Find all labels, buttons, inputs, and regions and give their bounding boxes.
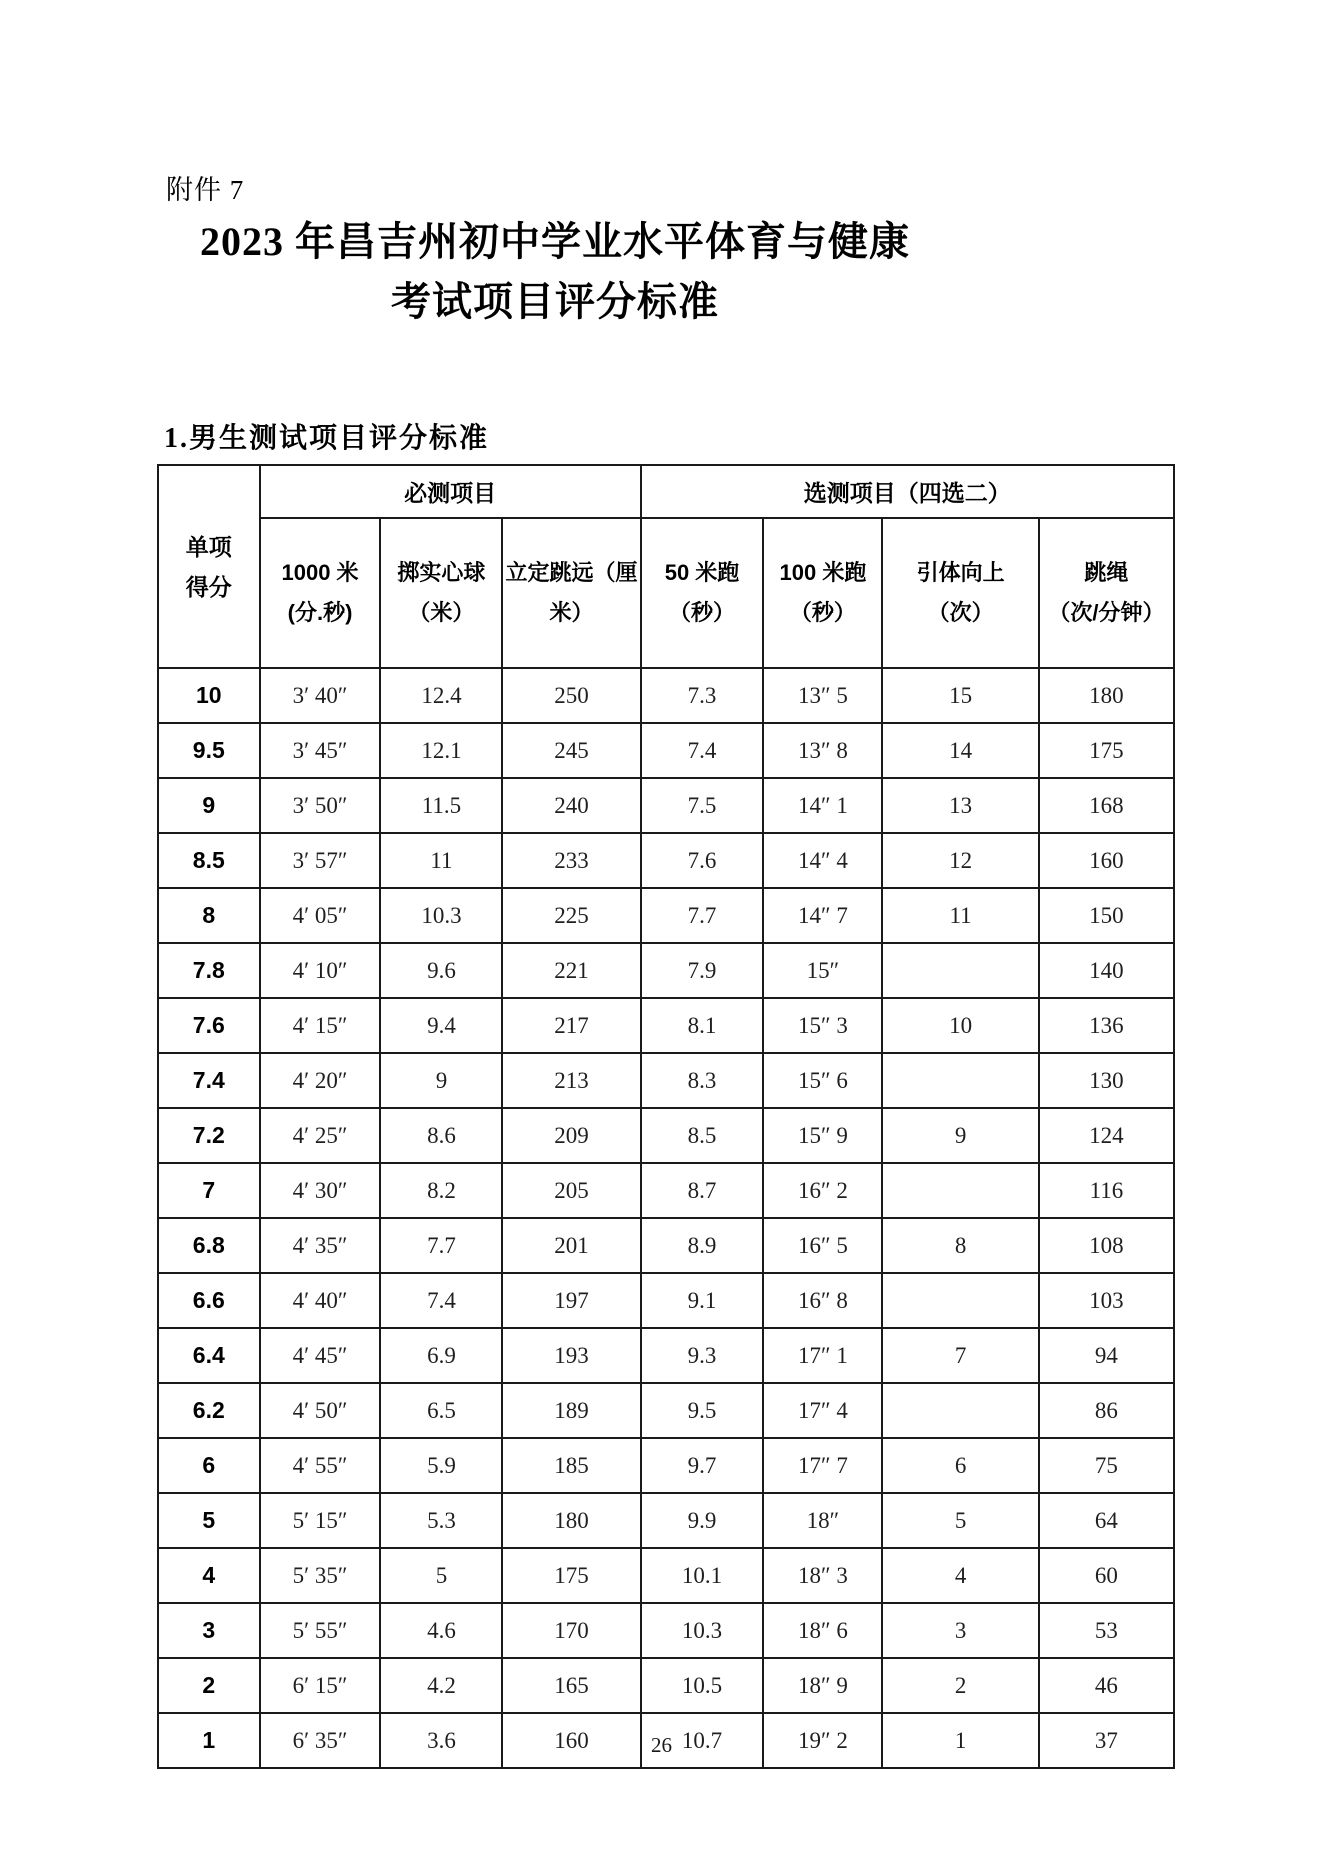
value-cell: 9.1: [641, 1273, 764, 1328]
value-cell: 8.6: [380, 1108, 502, 1163]
value-cell: 175: [1039, 723, 1174, 778]
value-cell: 16″ 5: [763, 1218, 882, 1273]
table-row: [158, 1658, 1174, 1713]
column-header-line-1: 立定跳远（厘: [505, 560, 638, 585]
value-cell: 4′ 40″: [260, 1273, 381, 1328]
value-cell: 3: [882, 1603, 1038, 1658]
value-cell: 3′ 50″: [260, 778, 381, 833]
column-header-5: [882, 518, 1038, 668]
value-cell: 4′ 20″: [260, 1053, 381, 1108]
score-cell: 6: [158, 1438, 260, 1493]
value-cell: 193: [502, 1328, 640, 1383]
value-cell: 1: [882, 1713, 1038, 1768]
value-cell: 13: [882, 778, 1038, 833]
value-cell: 8.7: [641, 1163, 764, 1218]
table-row: [158, 778, 1174, 833]
value-cell: 94: [1039, 1328, 1174, 1383]
value-cell: 18″ 6: [763, 1603, 882, 1658]
score-cell: 5: [158, 1493, 260, 1548]
score-cell: 7: [158, 1163, 260, 1218]
value-cell: 6′ 35″: [260, 1713, 381, 1768]
value-cell: 8.2: [380, 1163, 502, 1218]
column-header-line-2: （秒）: [789, 600, 856, 625]
value-cell: 4: [882, 1548, 1038, 1603]
value-cell: 15: [882, 668, 1038, 723]
value-cell: 17″ 7: [763, 1438, 882, 1493]
document-title: [130, 212, 980, 332]
value-cell: 7.6: [641, 833, 764, 888]
value-cell: 53: [1039, 1603, 1174, 1658]
value-cell: [882, 1383, 1038, 1438]
value-cell: 12: [882, 833, 1038, 888]
value-cell: 14: [882, 723, 1038, 778]
score-cell: 7.6: [158, 998, 260, 1053]
value-cell: 217: [502, 998, 640, 1053]
score-cell: 7.8: [158, 943, 260, 998]
value-cell: 213: [502, 1053, 640, 1108]
value-cell: 4.6: [380, 1603, 502, 1658]
value-cell: 209: [502, 1108, 640, 1163]
value-cell: 15″ 3: [763, 998, 882, 1053]
corner-header-line-1: 单项: [185, 533, 232, 560]
value-cell: 6.5: [380, 1383, 502, 1438]
value-cell: 4′ 05″: [260, 888, 381, 943]
value-cell: [882, 1163, 1038, 1218]
table-row: [158, 1218, 1174, 1273]
value-cell: 18″ 9: [763, 1658, 882, 1713]
score-cell: 9.5: [158, 723, 260, 778]
value-cell: 86: [1039, 1383, 1174, 1438]
column-header-6: [1039, 518, 1174, 668]
column-header-line-2: （次/分钟）: [1048, 600, 1165, 625]
score-cell: 6.2: [158, 1383, 260, 1438]
score-cell: 8: [158, 888, 260, 943]
column-header-line-2: 米）: [549, 600, 594, 625]
value-cell: 5.3: [380, 1493, 502, 1548]
column-header-line-1: 引体向上: [916, 560, 1005, 585]
value-cell: 11: [380, 833, 502, 888]
corner-header-line-2: 得分: [185, 573, 232, 600]
value-cell: 8: [882, 1218, 1038, 1273]
value-cell: 8.3: [641, 1053, 764, 1108]
value-cell: 17″ 4: [763, 1383, 882, 1438]
value-cell: 7.9: [641, 943, 764, 998]
value-cell: 4′ 25″: [260, 1108, 381, 1163]
scoring-table: [157, 464, 1175, 1769]
score-cell: 3: [158, 1603, 260, 1658]
value-cell: 5′ 35″: [260, 1548, 381, 1603]
value-cell: 75: [1039, 1438, 1174, 1493]
value-cell: 221: [502, 943, 640, 998]
value-cell: 16″ 2: [763, 1163, 882, 1218]
table-row: [158, 1273, 1174, 1328]
title-line-2: 考试项目评分标准: [391, 279, 719, 324]
value-cell: 4′ 50″: [260, 1383, 381, 1438]
value-cell: 103: [1039, 1273, 1174, 1328]
value-cell: 180: [1039, 668, 1174, 723]
value-cell: 5: [380, 1548, 502, 1603]
value-cell: 7.7: [641, 888, 764, 943]
value-cell: 9.5: [641, 1383, 764, 1438]
value-cell: 225: [502, 888, 640, 943]
value-cell: 140: [1039, 943, 1174, 998]
value-cell: 10: [882, 998, 1038, 1053]
value-cell: 6: [882, 1438, 1038, 1493]
table-row: [158, 888, 1174, 943]
value-cell: 3′ 45″: [260, 723, 381, 778]
score-cell: 9: [158, 778, 260, 833]
value-cell: 5: [882, 1493, 1038, 1548]
section-heading: 1.男生测试项目评分标准: [164, 423, 490, 454]
column-header-line-1: 100 米跑: [779, 560, 867, 585]
column-header-3: [641, 518, 764, 668]
value-cell: 9.4: [380, 998, 502, 1053]
value-cell: 13″ 5: [763, 668, 882, 723]
score-cell: 6.8: [158, 1218, 260, 1273]
value-cell: 136: [1039, 998, 1174, 1053]
value-cell: 15″: [763, 943, 882, 998]
table-row: [158, 1493, 1174, 1548]
table-row: [158, 943, 1174, 998]
score-cell: 7.4: [158, 1053, 260, 1108]
value-cell: 8.5: [641, 1108, 764, 1163]
table-row: [158, 833, 1174, 888]
score-cell: 7.2: [158, 1108, 260, 1163]
value-cell: 12.4: [380, 668, 502, 723]
value-cell: 18″ 3: [763, 1548, 882, 1603]
value-cell: 17″ 1: [763, 1328, 882, 1383]
value-cell: 14″ 1: [763, 778, 882, 833]
value-cell: 13″ 8: [763, 723, 882, 778]
value-cell: 15″ 9: [763, 1108, 882, 1163]
value-cell: 15″ 6: [763, 1053, 882, 1108]
value-cell: 37: [1039, 1713, 1174, 1768]
value-cell: 18″: [763, 1493, 882, 1548]
table-row: [158, 1548, 1174, 1603]
value-cell: 9: [882, 1108, 1038, 1163]
value-cell: 9: [380, 1053, 502, 1108]
value-cell: 170: [502, 1603, 640, 1658]
value-cell: 7.4: [380, 1273, 502, 1328]
column-header-4: [763, 518, 882, 668]
value-cell: 10.7: [641, 1713, 764, 1768]
value-cell: 3.6: [380, 1713, 502, 1768]
value-cell: 250: [502, 668, 640, 723]
value-cell: [882, 1053, 1038, 1108]
column-header-line-2: (分.秒): [287, 600, 353, 625]
value-cell: 60: [1039, 1548, 1174, 1603]
score-cell: 10: [158, 668, 260, 723]
value-cell: 4.2: [380, 1658, 502, 1713]
value-cell: 8.9: [641, 1218, 764, 1273]
value-cell: 10.3: [380, 888, 502, 943]
table-row: [158, 1328, 1174, 1383]
column-header-2: [502, 518, 640, 668]
value-cell: 9.9: [641, 1493, 764, 1548]
value-cell: 197: [502, 1273, 640, 1328]
table-row: [158, 1383, 1174, 1438]
value-cell: 12.1: [380, 723, 502, 778]
value-cell: 7.7: [380, 1218, 502, 1273]
value-cell: 16″ 8: [763, 1273, 882, 1328]
value-cell: 205: [502, 1163, 640, 1218]
table-row: [158, 1053, 1174, 1108]
column-header-1: [380, 518, 502, 668]
required-items-group-header: 必测项目: [260, 465, 641, 518]
value-cell: 4′ 35″: [260, 1218, 381, 1273]
value-cell: 124: [1039, 1108, 1174, 1163]
score-cell: 6.6: [158, 1273, 260, 1328]
value-cell: 5.9: [380, 1438, 502, 1493]
value-cell: 4′ 10″: [260, 943, 381, 998]
value-cell: 10.5: [641, 1658, 764, 1713]
value-cell: 160: [1039, 833, 1174, 888]
value-cell: 14″ 4: [763, 833, 882, 888]
value-cell: 8.1: [641, 998, 764, 1053]
value-cell: 116: [1039, 1163, 1174, 1218]
value-cell: 160: [502, 1713, 640, 1768]
value-cell: 9.3: [641, 1328, 764, 1383]
value-cell: 7.5: [641, 778, 764, 833]
scoring-table-body: [158, 668, 1174, 1768]
value-cell: 4′ 15″: [260, 998, 381, 1053]
corner-header-cell: [158, 465, 260, 668]
value-cell: 189: [502, 1383, 640, 1438]
value-cell: 5′ 15″: [260, 1493, 381, 1548]
value-cell: 10.1: [641, 1548, 764, 1603]
attachment-label: 附件 7: [166, 175, 245, 205]
score-cell: 2: [158, 1658, 260, 1713]
value-cell: 201: [502, 1218, 640, 1273]
page-number: 26: [651, 1733, 672, 1757]
column-header-0: [260, 518, 381, 668]
value-cell: 240: [502, 778, 640, 833]
value-cell: 3′ 40″: [260, 668, 381, 723]
table-row: [158, 1163, 1174, 1218]
header-group-row: [158, 465, 1174, 518]
value-cell: 6′ 15″: [260, 1658, 381, 1713]
value-cell: 46: [1039, 1658, 1174, 1713]
table-row: [158, 1108, 1174, 1163]
value-cell: 10.3: [641, 1603, 764, 1658]
value-cell: 19″ 2: [763, 1713, 882, 1768]
value-cell: [882, 943, 1038, 998]
score-cell: 6.4: [158, 1328, 260, 1383]
value-cell: 150: [1039, 888, 1174, 943]
optional-items-group-header: 选测项目（四选二）: [641, 465, 1174, 518]
value-cell: 108: [1039, 1218, 1174, 1273]
value-cell: 9.6: [380, 943, 502, 998]
value-cell: 11.5: [380, 778, 502, 833]
value-cell: 4′ 30″: [260, 1163, 381, 1218]
value-cell: 5′ 55″: [260, 1603, 381, 1658]
value-cell: 64: [1039, 1493, 1174, 1548]
column-header-line-2: （次）: [927, 600, 994, 625]
score-cell: 4: [158, 1548, 260, 1603]
value-cell: 11: [882, 888, 1038, 943]
value-cell: 9.7: [641, 1438, 764, 1493]
value-cell: 4′ 45″: [260, 1328, 381, 1383]
column-header-line-2: （米）: [408, 600, 475, 625]
value-cell: 3′ 57″: [260, 833, 381, 888]
column-header-line-1: 跳绳: [1084, 560, 1129, 585]
value-cell: 7.3: [641, 668, 764, 723]
column-header-line-1: 1000 米: [281, 560, 359, 585]
table-row: [158, 998, 1174, 1053]
value-cell: 2: [882, 1658, 1038, 1713]
value-cell: 245: [502, 723, 640, 778]
value-cell: 7: [882, 1328, 1038, 1383]
title-line-1: 2023 年昌吉州初中学业水平体育与健康: [200, 219, 910, 264]
table-row: [158, 1603, 1174, 1658]
value-cell: 7.4: [641, 723, 764, 778]
value-cell: 180: [502, 1493, 640, 1548]
value-cell: [882, 1273, 1038, 1328]
table-row: [158, 723, 1174, 778]
column-header-line-1: 50 米跑: [664, 560, 740, 585]
score-cell: 1: [158, 1713, 260, 1768]
value-cell: 6.9: [380, 1328, 502, 1383]
value-cell: 130: [1039, 1053, 1174, 1108]
header-column-row: [158, 518, 1174, 668]
value-cell: 165: [502, 1658, 640, 1713]
column-header-line-2: （秒）: [669, 600, 736, 625]
table-row: [158, 1438, 1174, 1493]
column-header-line-1: 掷实心球: [397, 560, 486, 585]
value-cell: 233: [502, 833, 640, 888]
value-cell: 14″ 7: [763, 888, 882, 943]
table-row: [158, 668, 1174, 723]
value-cell: 185: [502, 1438, 640, 1493]
value-cell: 175: [502, 1548, 640, 1603]
value-cell: 168: [1039, 778, 1174, 833]
score-cell: 8.5: [158, 833, 260, 888]
value-cell: 4′ 55″: [260, 1438, 381, 1493]
